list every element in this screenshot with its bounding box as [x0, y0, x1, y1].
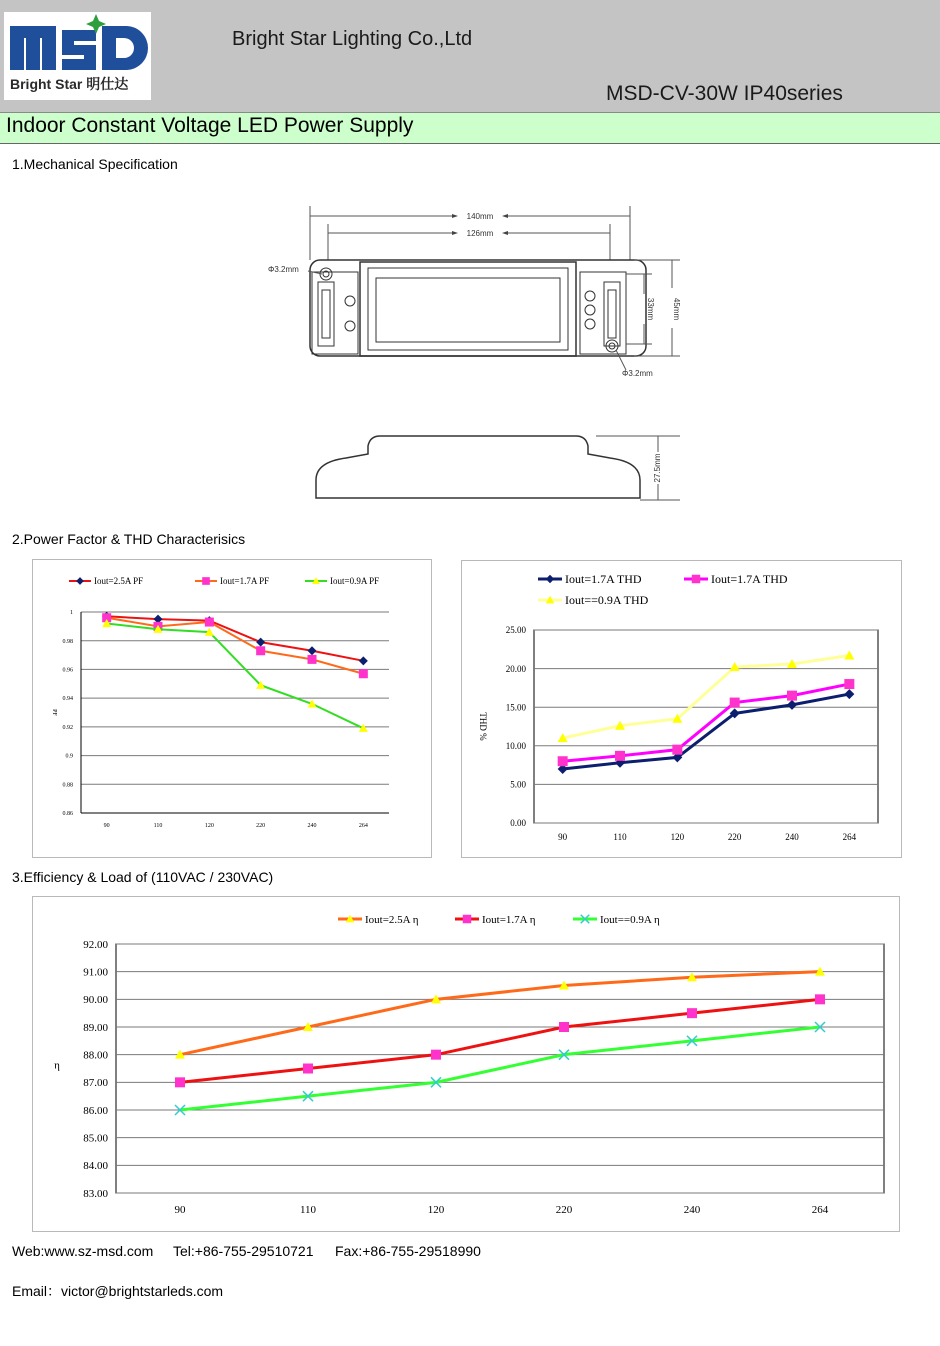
y-tick-label: 88.00 — [83, 1049, 108, 1062]
x-tick-label: 240 — [683, 1204, 701, 1216]
legend-label: Iout=2.5A η — [365, 913, 419, 926]
model-name: MSD-CV-30W IP40series — [606, 82, 843, 105]
data-point — [308, 655, 317, 664]
section-heading-pf-thd: 2.Power Factor & THD Characterisics — [12, 531, 246, 547]
footer-fax: Fax:+86-755-29518990 — [335, 1243, 481, 1259]
footer-web: Web:www.sz-msd.com — [12, 1243, 154, 1259]
pf-chart — [33, 560, 431, 857]
x-tick-label: 90 — [174, 1204, 186, 1216]
dim-hole-right: Φ3.2mm — [622, 369, 653, 378]
x-tick-label: 110 — [299, 1204, 317, 1216]
data-point — [844, 679, 854, 689]
y-axis-label: η — [54, 1059, 60, 1072]
legend-item — [195, 576, 269, 586]
legend-label: Iout=1.7A THD — [711, 572, 788, 587]
dim-length-total: 140mm — [466, 212, 494, 221]
footer-email: Email：victor@brightstarleds.com — [12, 1283, 224, 1299]
pf-chart-frame — [32, 559, 432, 858]
y-tick-label: 89.00 — [83, 1021, 108, 1034]
legend-swatch-marker — [546, 575, 555, 584]
data-point — [815, 994, 825, 1004]
company-name: Bright Star Lighting Co.,Ltd — [232, 28, 473, 50]
thd-chart-frame — [461, 560, 902, 858]
x-tick-label: 220 — [555, 1204, 573, 1216]
y-tick-label: 15.00 — [505, 702, 526, 713]
efficiency-chart-frame — [32, 896, 900, 1232]
y-tick-label: 0.98 — [62, 638, 73, 645]
x-tick-label: 90 — [103, 823, 110, 829]
data-point — [205, 618, 214, 627]
y-tick-label: 0.00 — [510, 818, 526, 829]
legend-label: Iout=1.7A PF — [220, 576, 270, 587]
data-point — [787, 691, 797, 701]
legend-swatch-marker — [692, 575, 701, 584]
y-tick-label: 86.00 — [83, 1104, 108, 1117]
dim-width-inner: 33mm — [646, 297, 655, 321]
legend-item — [338, 914, 419, 926]
data-point — [730, 698, 740, 708]
y-tick-label: 5.00 — [510, 779, 526, 790]
y-tick-label: 0.88 — [62, 782, 73, 789]
series-line — [107, 616, 364, 661]
y-tick-label: 0.86 — [62, 811, 73, 818]
y-tick-label: 25.00 — [505, 625, 526, 636]
data-point — [256, 638, 265, 647]
legend-item — [573, 914, 660, 926]
legend-label: Iout=0.9A PF — [330, 576, 380, 587]
data-point — [559, 1022, 569, 1032]
series-line — [107, 623, 364, 728]
data-point — [359, 656, 368, 665]
x-tick-label: 264 — [842, 832, 857, 842]
y-tick-label: 92.00 — [83, 938, 108, 951]
x-tick-label: 264 — [358, 823, 368, 829]
legend-item — [305, 576, 379, 586]
x-tick-label: 120 — [204, 823, 214, 829]
legend-swatch-marker — [202, 577, 210, 585]
data-point — [687, 1008, 697, 1018]
page-title: Indoor Constant Voltage LED Power Supply — [6, 114, 414, 137]
data-point — [175, 1077, 185, 1087]
y-tick-label: 87.00 — [83, 1077, 108, 1090]
mechanical-drawing — [260, 198, 700, 518]
legend-label: Iout=1.7A η — [482, 913, 536, 926]
thd-chart — [462, 561, 901, 857]
x-tick-label: 220 — [727, 832, 742, 842]
data-point — [431, 1050, 441, 1060]
data-point — [303, 1064, 313, 1074]
legend-swatch-marker — [76, 577, 84, 585]
y-tick-label: 0.92 — [62, 724, 73, 731]
x-tick-label: 110 — [153, 823, 163, 829]
y-tick-label: 91.00 — [83, 966, 108, 979]
logo-subtext: Bright Star 明仕达 — [10, 76, 129, 92]
y-tick-label: 1 — [70, 610, 73, 617]
section-heading-mechanical: 1.Mechanical Specification — [12, 156, 178, 172]
y-tick-label: 0.9 — [65, 753, 73, 760]
x-tick-label: 120 — [670, 832, 685, 842]
data-point — [615, 751, 625, 761]
x-tick-label: 220 — [256, 823, 266, 829]
data-point — [308, 646, 317, 655]
y-tick-label: 90.00 — [83, 994, 108, 1007]
series-2 — [102, 613, 368, 678]
x-tick-label: 240 — [307, 823, 317, 829]
y-tick-label: 0.96 — [62, 667, 73, 674]
y-axis-label: PF — [51, 709, 57, 716]
data-point — [558, 756, 568, 766]
data-point — [359, 669, 368, 678]
y-tick-label: 0.94 — [62, 696, 73, 703]
legend-item — [455, 914, 536, 926]
y-tick-label: 85.00 — [83, 1132, 108, 1145]
data-point — [672, 745, 682, 755]
legend-item — [684, 572, 788, 586]
dim-width-total: 45mm — [672, 297, 681, 321]
legend-label: Iout==0.9A THD — [565, 593, 649, 608]
dim-hole-left: Φ3.2mm — [268, 265, 299, 274]
section-heading-efficiency: 3.Efficiency & Load of (110VAC / 230VAC) — [12, 869, 274, 885]
x-tick-label: 120 — [427, 1204, 445, 1216]
efficiency-chart — [33, 897, 899, 1231]
x-tick-label: 90 — [558, 832, 568, 842]
x-tick-label: 110 — [613, 832, 627, 842]
legend-item — [538, 572, 642, 586]
y-tick-label: 10.00 — [505, 740, 526, 751]
x-tick-label: 240 — [785, 832, 799, 842]
y-tick-label: 84.00 — [83, 1160, 108, 1173]
series-line — [107, 618, 364, 674]
footer-tel: Tel:+86-755-29510721 — [173, 1243, 314, 1259]
y-tick-label: 20.00 — [505, 663, 526, 674]
y-tick-label: 83.00 — [83, 1187, 108, 1200]
legend-label: Iout=2.5A PF — [94, 576, 144, 587]
y-axis-label: THD % — [478, 712, 488, 741]
legend-label: Iout=1.7A THD — [565, 572, 642, 587]
legend-item — [538, 593, 649, 607]
data-point — [256, 646, 265, 655]
legend-swatch-marker — [463, 915, 472, 924]
dim-height: 27.5mm — [653, 453, 662, 483]
dim-length-inner: 126mm — [466, 229, 494, 238]
x-tick-label: 264 — [811, 1204, 829, 1216]
legend-label: Iout==0.9A η — [600, 913, 660, 926]
legend-item — [69, 576, 143, 586]
